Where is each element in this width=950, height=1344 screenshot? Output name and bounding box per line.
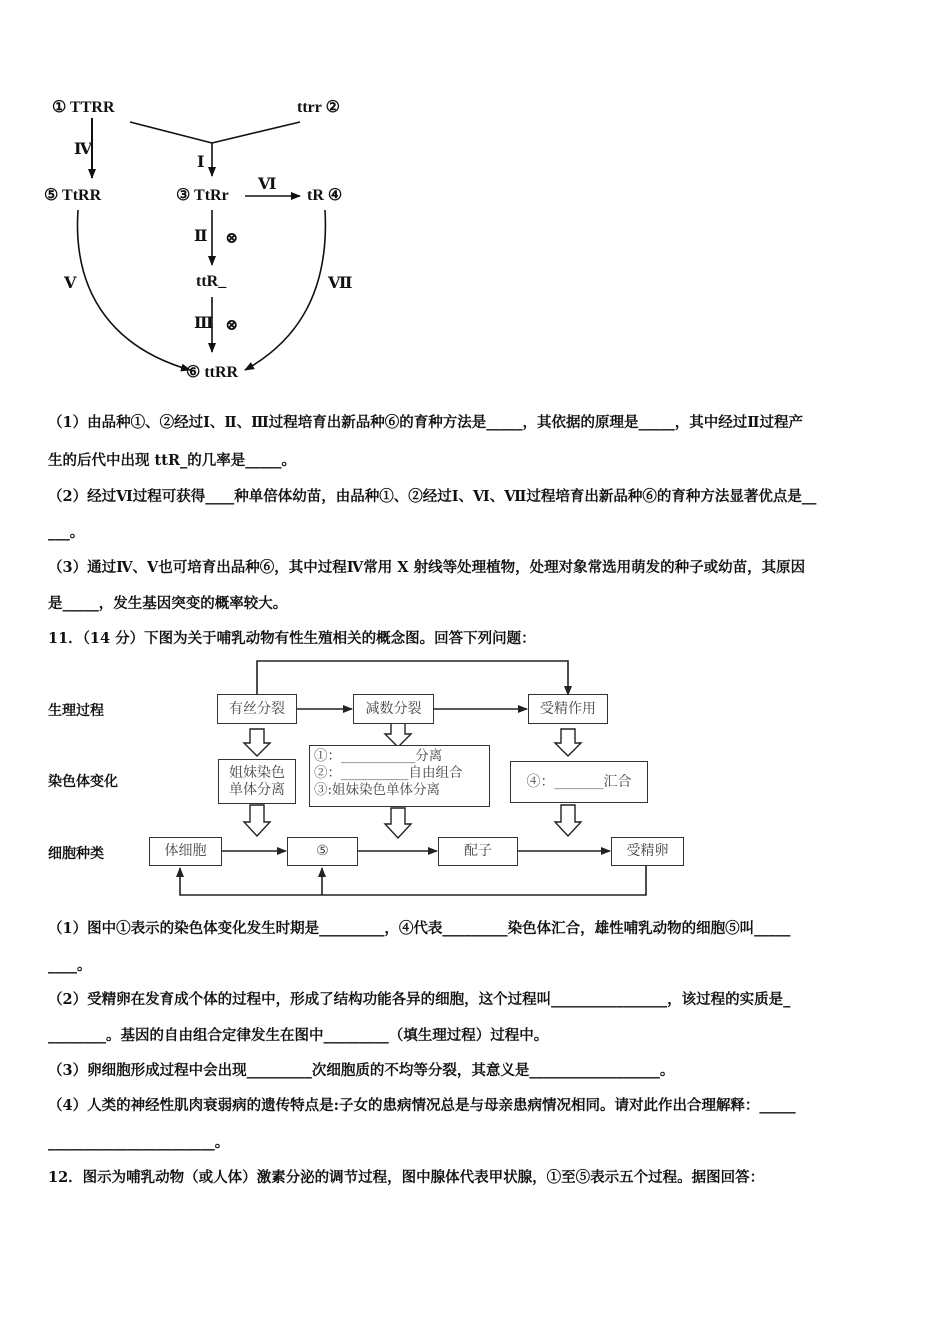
q10-part1-line1: （1）由品种①、②经过Ⅰ、Ⅱ、Ⅲ过程培育出新品种⑥的育种方法是_____，其依据的原理是_____，其中经过Ⅱ过程产 [48, 414, 803, 431]
node-ttrr-6: ⑥ ttRR [186, 364, 239, 381]
q10-part1-line2: 生的后代中出现 ttR_的几率是_____。 [48, 452, 296, 469]
label-i: Ⅰ [197, 154, 205, 171]
label-v: Ⅴ [64, 275, 77, 292]
box-somatic-cell: 体细胞 [149, 837, 222, 866]
box-zygote: 受精卵 [611, 837, 684, 866]
q11-part2-line2: ________。基因的自由组合定律发生在图中_________（填生理过程）过程中。 [48, 1027, 549, 1044]
box-meiosis-changes [309, 745, 490, 807]
label-iv: Ⅳ [74, 141, 93, 158]
sister-line-1: 姐妹染色 [229, 764, 285, 781]
label-vi: Ⅵ [258, 176, 277, 193]
box-mitosis: 有丝分裂 [217, 694, 297, 724]
box-meiosis: 减数分裂 [353, 694, 434, 724]
node-tr-4: tR ④ [307, 187, 343, 204]
q10-part3-line1: （3）通过Ⅳ、Ⅴ也可培育出品种⑥，其中过程Ⅳ常用 X 射线等处理植物，处理对象常选用萌发的种子或幼苗，其原因 [48, 559, 806, 576]
q11-part1-line2: ____。 [48, 957, 92, 974]
label-iii: Ⅲ [194, 315, 214, 332]
box-fertilization: 受精作用 [528, 694, 608, 724]
box-cell-5: ⑤ [287, 837, 358, 866]
q12-title: 12．图示为哺乳动物（或人体）激素分泌的调节过程，图中腺体代表甲状腺，①至⑤表示五个过程。据图回答： [48, 1169, 765, 1186]
q11-part3: （3）卵细胞形成过程中会出现_________次细胞质的不均等分裂，其意义是__________________。 [48, 1062, 675, 1079]
q11-part2-line1: （2）受精卵在发育成个体的过程中，形成了结构功能各异的细胞，这个过程叫________________，该过程的实质是_ [48, 991, 791, 1008]
q11-title: 11．（14 分）下图为关于哺乳动物有性生殖相关的概念图。回答下列问题： [48, 630, 536, 647]
block-arrow-mitosis [244, 729, 270, 756]
node-ttr-blank: ttR_ [196, 273, 227, 290]
block-arrow-meiosis-changes [385, 808, 411, 838]
box-sister-chromatid [218, 759, 296, 804]
block-arrow-f4 [555, 805, 581, 836]
loop-bottom [180, 866, 646, 895]
q11-part1-line1: （1）图中①表示的染色体变化发生时期是_________，④代表_________染色体汇合，雄性哺乳动物的细胞⑤叫_____ [48, 920, 791, 937]
q10-part3-line2: 是_____，发生基因突变的概率较大。 [48, 595, 288, 612]
q11-part4-line2: _______________________。 [48, 1134, 230, 1151]
self-cross-icon: ⊗ [225, 230, 239, 247]
label-vii: Ⅶ [328, 275, 353, 292]
node-ttrr-1: ① TTRR [52, 99, 115, 116]
row-label-process: 生理过程 [48, 703, 104, 719]
label-ii: Ⅱ [194, 228, 208, 245]
box-fertilization-change: ④：_______汇合 [510, 761, 648, 803]
box-gamete: 配子 [438, 837, 518, 866]
block-arrow-sister [244, 805, 270, 836]
block-arrow-meiosis [385, 722, 411, 747]
self-cross-icon: ⊗ [225, 317, 239, 334]
block-arrow-fertilization [555, 729, 581, 756]
row-label-cell-type: 细胞种类 [48, 846, 104, 862]
node-ttrr-5: ⑤ TtRR [44, 187, 102, 204]
meiosis-change-3: ③:姐妹染色单体分离 [314, 782, 441, 798]
sister-line-2: 单体分离 [229, 781, 285, 798]
q11-part4-line1: （4）人类的神经性肌肉衰弱病的遗传特点是:子女的患病情况总是与母亲患病情况相同。请对此作出合理解释：_____ [48, 1097, 796, 1114]
meiosis-change-2: ②：__________自由组合 [314, 765, 463, 781]
meiosis-change-1: ①：___________分离 [314, 748, 443, 764]
node-ttrr-2: ttrr ② [297, 99, 340, 116]
row-label-chromosome: 染色体变化 [48, 774, 118, 790]
loop-top [257, 661, 568, 695]
node-ttrr-3: ③ TtRr [176, 187, 229, 204]
q10-part2-line2: ___。 [48, 524, 85, 541]
q10-part2-line1: （2）经过Ⅵ过程可获得____种单倍体幼苗，由品种①、②经过Ⅰ、Ⅵ、Ⅶ过程培育出新品种⑥的育种方法显著优点是__ [48, 488, 817, 505]
